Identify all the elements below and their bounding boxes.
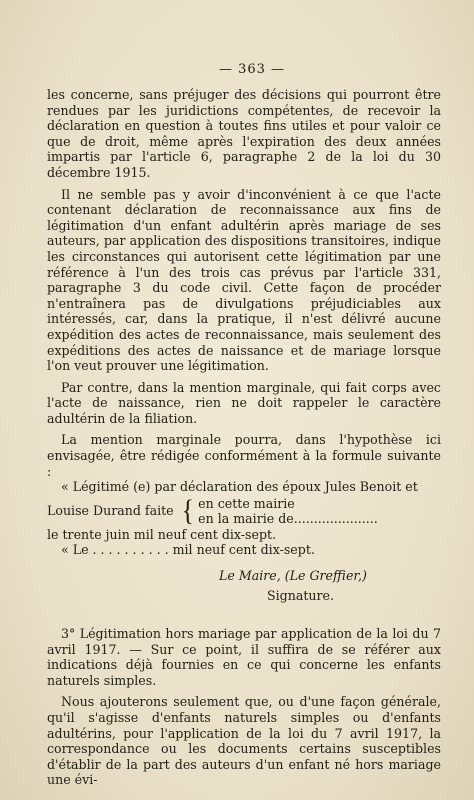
marginal-formula — [47, 479, 441, 558]
formula-line-3: le trente juin mil neuf cent dix-sept. — [47, 526, 277, 542]
paragraph-3: Par contre, dans la mention marginale, qui fait corps avec l'acte de naissance, rien ne doit rappeler le caractère adultérin de la filiation. — [47, 379, 441, 426]
paragraph-5: 3° Légitimation hors mariage par application de la loi du 7 avril 1917. — Sur ce point, il suffira de se référer aux indications déjà fournies en ce qui concerne les enfants naturels simples. — [47, 626, 441, 688]
formula-line-1: « Légitimé (e) par déclaration des époux Jules Benoit et — [61, 479, 418, 495]
signature-label: Signature. — [267, 588, 334, 604]
formula-brace-bottom: en la mairie de..................... — [198, 510, 378, 526]
page-number: — 363 — — [218, 62, 286, 77]
paragraph-6: Nous ajouterons seulement que, ou d'une façon générale, qu'il s'agisse d'enfants naturels simples ou d'enfants adultérins, pour l'application de la loi du 7 avril 1917, la correspondance ou les documents certains susceptibles d'établir de la part des auteurs d'un enfant né hors mariage une évi- — [47, 694, 441, 788]
formula-brace-top: en cette mairie — [198, 495, 295, 511]
formula-line-4: « Le . . . . . . . . . . mil neuf cent dix-sept. — [61, 542, 315, 558]
brace-glyph: { — [181, 493, 195, 527]
paragraph-4: La mention marginale pourra, dans l'hypothèse ici envisagée, être rédigée conformément à la formule suivante : — [47, 432, 441, 479]
signature-roles: Le Maire, (Le Greffier,) — [219, 568, 367, 584]
formula-brace-left: Louise Durand faite — [47, 503, 174, 519]
paragraph-1: les concerne, sans préjuger des décisions qui pourront être rendues par les juridictions compétentes, de recevoir la déclaration en question à toutes fins utiles et pour valoir ce que de droit, même après l'expiration des deux années impartis par l'article 6, paragraphe 2 de la loi du 30 décembre 1915. — [47, 87, 441, 180]
formula-brace-options — [198, 496, 378, 526]
formula-brace-block — [47, 493, 441, 527]
paragraph-2: Il ne semble pas y avoir d'inconvénient à ce que l'acte contenant déclaration de reconnaissance aux fins de légitimation d'un enfant adultérin après mariage de ses auteurs, par application des dispositions transitoires, indique les circonstances qui autorisent cette légitimation par une référence à l'un des trois cas prévus par l'article 331, paragraphe 3 du code civil. Cette façon de procéder n'entraînera pas de divulgations préjudiciables aux intéressés, car, dans la pratique, il n'est délivré aucune expédition des actes de reconnaissance, mais seulement des expéditions des actes de naissance et de mariage lorsque l'on veut prouver une légitimation. — [47, 186, 441, 374]
